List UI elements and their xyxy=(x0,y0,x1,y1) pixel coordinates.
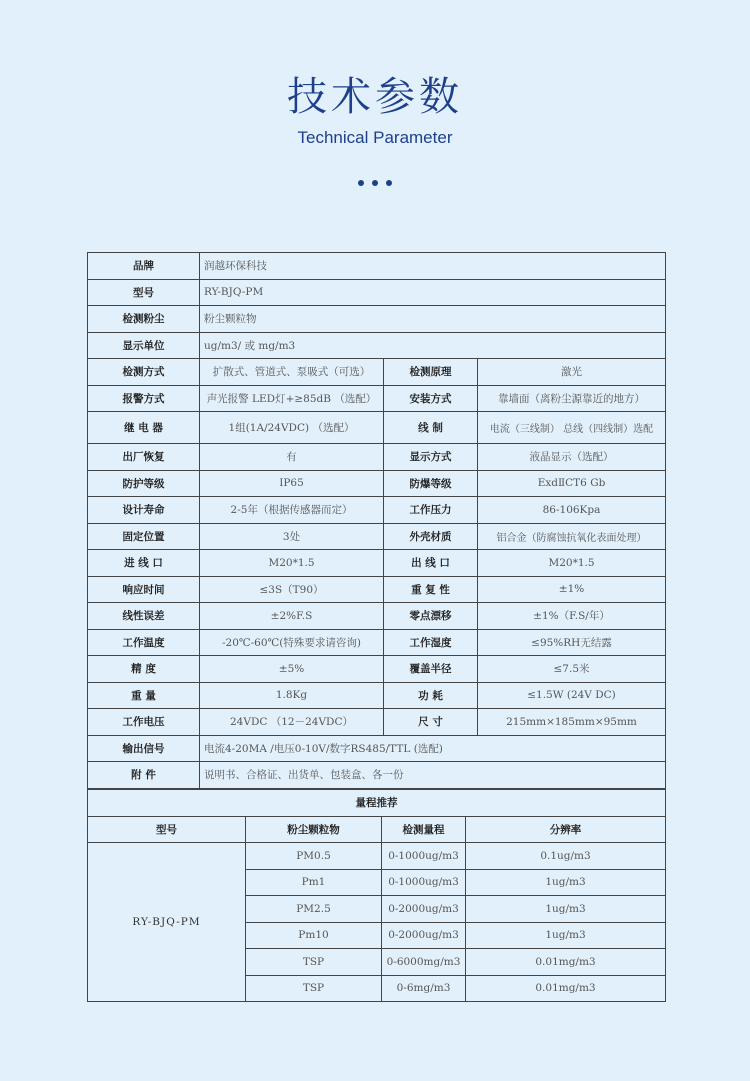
dot-icon xyxy=(372,180,378,186)
spec-value: M20*1.5 xyxy=(478,550,666,577)
spec-row xyxy=(88,709,666,736)
spec-value: 1.8Kg xyxy=(200,682,384,709)
spec-value: 铝合金（防腐蚀抗氧化表面处理） xyxy=(478,523,666,550)
spec-row xyxy=(88,656,666,683)
spec-label: 工作温度 xyxy=(88,629,200,656)
range-particle: PM0.5 xyxy=(246,843,382,870)
spec-label: 出厂恢复 xyxy=(88,444,200,471)
spec-label: 工作电压 xyxy=(88,709,200,736)
spec-label: 固定位置 xyxy=(88,523,200,550)
spec-label: 精 度 xyxy=(88,656,200,683)
spec-row xyxy=(88,735,666,762)
spec-row xyxy=(88,470,666,497)
range-model: RY-BJQ-PM xyxy=(88,843,246,1002)
spec-label: 重 复 性 xyxy=(384,576,478,603)
spec-row xyxy=(88,412,666,444)
spec-value: IP65 xyxy=(200,470,384,497)
range-particle: Pm10 xyxy=(246,922,382,949)
spec-value: 24VDC （12－24VDC） xyxy=(200,709,384,736)
spec-label: 报警方式 xyxy=(88,385,200,412)
spec-row xyxy=(88,332,666,359)
spec-value: 电流（三线制） 总线（四线制）选配 xyxy=(478,412,666,444)
spec-label: 显示方式 xyxy=(384,444,478,471)
spec-value: ±1% xyxy=(478,576,666,603)
range-span: 0-6mg/m3 xyxy=(382,975,466,1002)
spec-value: 1组(1A/24VDC) （选配） xyxy=(200,412,384,444)
spec-value: 215mm×185mm×95mm xyxy=(478,709,666,736)
spec-label: 显示单位 xyxy=(88,332,200,359)
spec-value: 靠墙面（离粉尘源靠近的地方） xyxy=(478,385,666,412)
spec-row xyxy=(88,359,666,386)
spec-value: ExdⅡCT6 Gb xyxy=(478,470,666,497)
range-header: 粉尘颗粒物 xyxy=(246,816,382,843)
spec-value: ug/m3/ 或 mg/m3 xyxy=(200,332,666,359)
spec-label: 出 线 口 xyxy=(384,550,478,577)
spec-label: 继 电 器 xyxy=(88,412,200,444)
range-resolution: 0.01mg/m3 xyxy=(466,975,666,1002)
spec-value: ±5% xyxy=(200,656,384,683)
spec-label: 附 件 xyxy=(88,762,200,789)
range-title-row xyxy=(88,790,666,817)
spec-value: ±1%（F.S/年） xyxy=(478,603,666,630)
spec-label: 线性误差 xyxy=(88,603,200,630)
spec-value: RY-BJQ-PM xyxy=(200,279,666,306)
dot-icon xyxy=(386,180,392,186)
spec-row xyxy=(88,762,666,789)
spec-value: 液晶显示（选配） xyxy=(478,444,666,471)
range-resolution: 0.01mg/m3 xyxy=(466,949,666,976)
spec-label: 安装方式 xyxy=(384,385,478,412)
spec-label: 尺 寸 xyxy=(384,709,478,736)
spec-label: 品牌 xyxy=(88,253,200,280)
decorative-dots xyxy=(0,180,750,186)
range-particle: TSP xyxy=(246,949,382,976)
range-header: 检测量程 xyxy=(382,816,466,843)
range-title: 量程推荐 xyxy=(88,790,666,817)
spec-label: 响应时间 xyxy=(88,576,200,603)
spec-label: 外壳材质 xyxy=(384,523,478,550)
spec-value: 润越环保科技 xyxy=(200,253,666,280)
spec-label: 功 耗 xyxy=(384,682,478,709)
spec-value: 声光报警 LED灯+≥85dB （选配） xyxy=(200,385,384,412)
range-span: 0-2000ug/m3 xyxy=(382,896,466,923)
range-header: 型号 xyxy=(88,816,246,843)
spec-label: 输出信号 xyxy=(88,735,200,762)
spec-row xyxy=(88,550,666,577)
spec-label: 设计寿命 xyxy=(88,497,200,524)
spec-value: 扩散式、管道式、泵吸式（可选） xyxy=(200,359,384,386)
spec-row xyxy=(88,523,666,550)
range-table xyxy=(87,789,666,1002)
spec-row xyxy=(88,253,666,280)
spec-value: M20*1.5 xyxy=(200,550,384,577)
spec-value: 86-106Kpa xyxy=(478,497,666,524)
spec-row xyxy=(88,629,666,656)
spec-label: 工作湿度 xyxy=(384,629,478,656)
dot-icon xyxy=(358,180,364,186)
spec-label: 型号 xyxy=(88,279,200,306)
spec-label: 零点漂移 xyxy=(384,603,478,630)
spec-value: 有 xyxy=(200,444,384,471)
spec-value: ≤7.5米 xyxy=(478,656,666,683)
range-resolution: 1ug/m3 xyxy=(466,922,666,949)
spec-label: 线 制 xyxy=(384,412,478,444)
spec-row xyxy=(88,444,666,471)
range-span: 0-6000mg/m3 xyxy=(382,949,466,976)
spec-value: ≤3S（T90） xyxy=(200,576,384,603)
spec-row xyxy=(88,279,666,306)
spec-label: 进 线 口 xyxy=(88,550,200,577)
spec-label: 工作压力 xyxy=(384,497,478,524)
spec-row xyxy=(88,497,666,524)
spec-value: 激光 xyxy=(478,359,666,386)
spec-value: ≤95%RH无结露 xyxy=(478,629,666,656)
spec-label: 检测方式 xyxy=(88,359,200,386)
range-span: 0-1000ug/m3 xyxy=(382,869,466,896)
range-resolution: 1ug/m3 xyxy=(466,869,666,896)
spec-label: 重 量 xyxy=(88,682,200,709)
range-header: 分辨率 xyxy=(466,816,666,843)
range-row xyxy=(88,843,666,870)
spec-label: 防爆等级 xyxy=(384,470,478,497)
spec-value: 2-5年（根据传感器而定） xyxy=(200,497,384,524)
spec-table xyxy=(87,252,666,789)
range-particle: Pm1 xyxy=(246,869,382,896)
spec-label: 检测粉尘 xyxy=(88,306,200,333)
spec-value: ±2%F.S xyxy=(200,603,384,630)
range-header-row xyxy=(88,816,666,843)
range-resolution: 1ug/m3 xyxy=(466,896,666,923)
spec-label: 覆盖半径 xyxy=(384,656,478,683)
spec-row xyxy=(88,682,666,709)
spec-value: 说明书、合格证、出货单、包装盒、各一份 xyxy=(200,762,666,789)
range-resolution: 0.1ug/m3 xyxy=(466,843,666,870)
spec-value: 电流4-20MA /电压0-10V/数字RS485/TTL (选配) xyxy=(200,735,666,762)
spec-row xyxy=(88,603,666,630)
spec-row xyxy=(88,576,666,603)
range-particle: TSP xyxy=(246,975,382,1002)
spec-value: 粉尘颗粒物 xyxy=(200,306,666,333)
spec-label: 防护等级 xyxy=(88,470,200,497)
spec-value: -20℃-60℃(特殊要求请咨询) xyxy=(200,629,384,656)
spec-value: ≤1.5W (24V DC) xyxy=(478,682,666,709)
page-subtitle: Technical Parameter xyxy=(297,128,453,147)
range-span: 0-1000ug/m3 xyxy=(382,843,466,870)
spec-label: 检测原理 xyxy=(384,359,478,386)
page-title: 技术参数 xyxy=(287,74,463,120)
spec-row xyxy=(88,385,666,412)
spec-value: 3处 xyxy=(200,523,384,550)
range-particle: PM2.5 xyxy=(246,896,382,923)
range-span: 0-2000ug/m3 xyxy=(382,922,466,949)
spec-row xyxy=(88,306,666,333)
